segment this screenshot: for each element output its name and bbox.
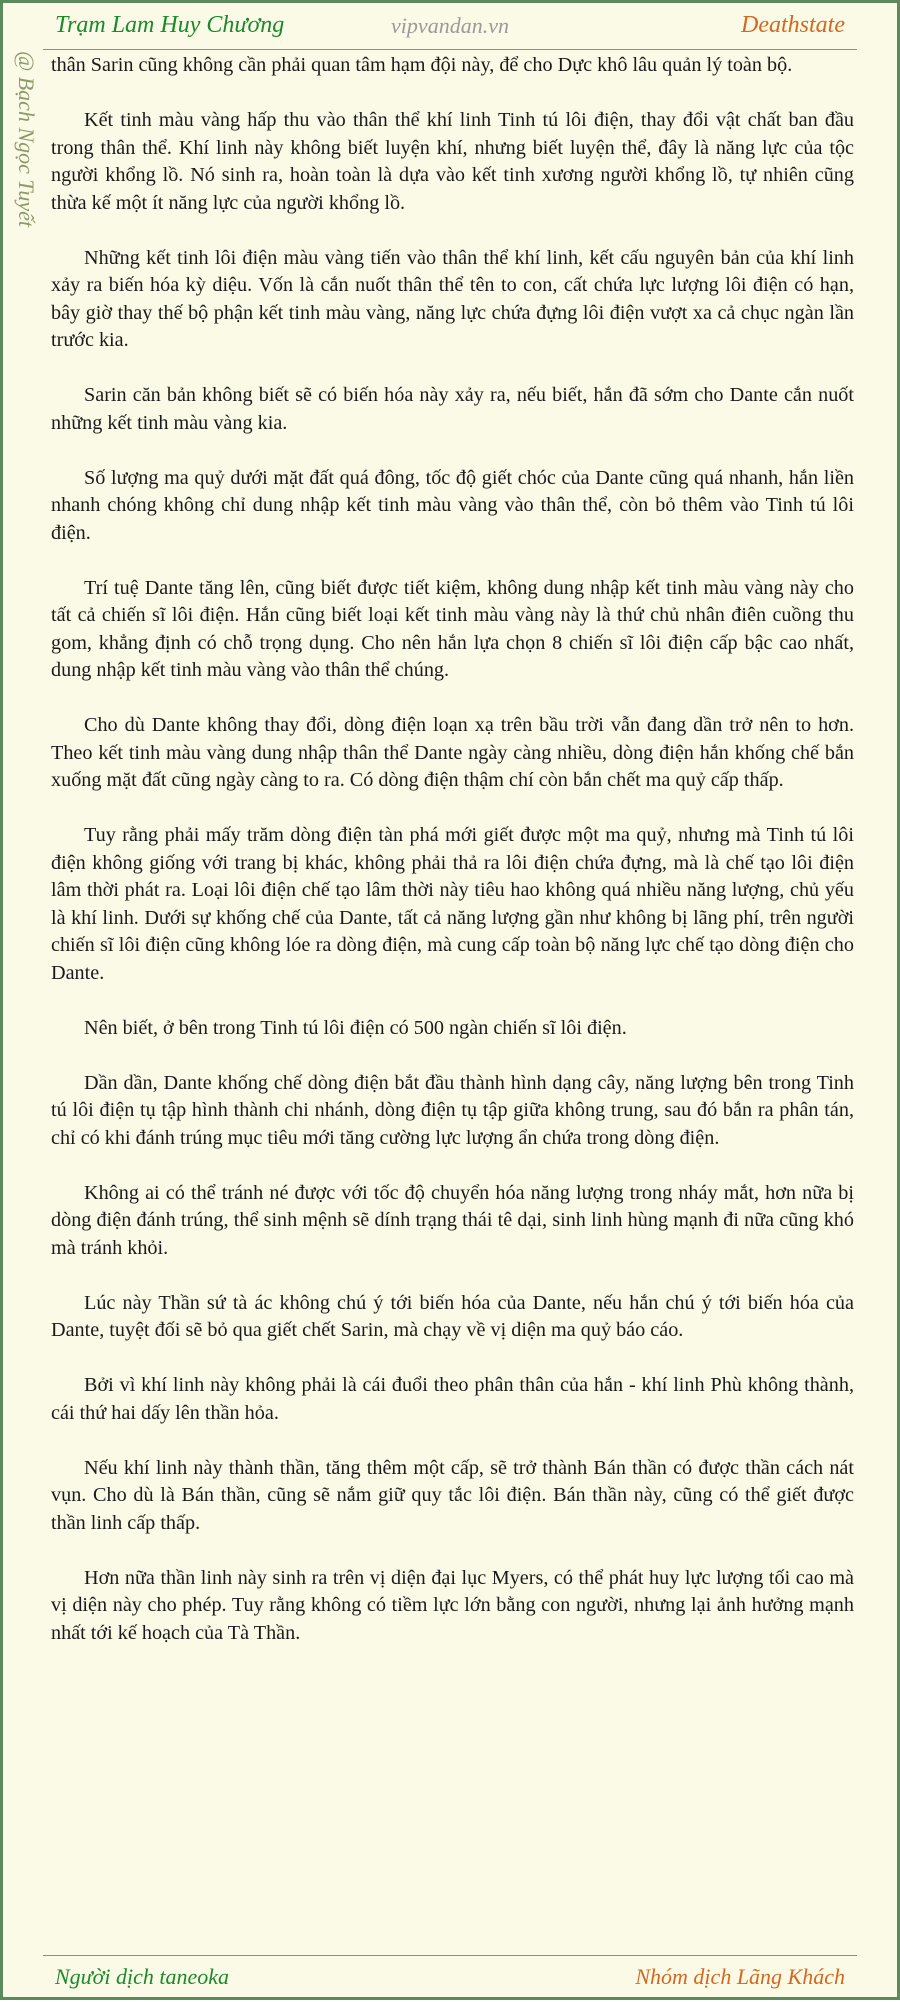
paragraph-3: Những kết tinh lôi điện màu vàng tiến vào thân thể khí linh, kết cấu nguyên bản của khí linh xảy ra biến hóa kỳ diệu. Vốn là cắn nuốt thân thể tên to con, cất chứa lực lượng lôi điện có hạn, bây giờ thay thế bộ phận kết tinh màu vàng, năng lực chứa đựng lôi điện vượt xa cả chục ngàn lần trước kia. <box>51 246 854 351</box>
header-website: vipvandan.vn <box>391 13 509 38</box>
paragraph-12: Lúc này Thần sứ tà ác không chú ý tới biến hóa của Dante, nếu hắn chú ý tới biến hóa của Dante, tuyệt đối sẽ bỏ qua giết chết Sarin, mà chạy về vị diện ma quỷ báo cáo. <box>51 1291 854 1341</box>
paragraph-2: Kết tinh màu vàng hấp thu vào thân thể khí linh Tinh tú lôi điện, thay đổi vật chất ban đầu trong thân thể. Khí linh này không biết luyện khí, nhưng biết luyện thể, đây là năng lực của tộc người khổng lồ. Nó sinh ra, hoàn toàn là dựa vào kết tinh xương người khổng lồ, tự nhiên cũng thừa kế một ít năng lực của người khổng lồ. <box>51 109 854 214</box>
footer-translator: Người dịch taneoka <box>55 1964 230 1989</box>
paragraph-4: Sarin căn bản không biết sẽ có biến hóa này xảy ra, nếu biết, hắn đã sớm cho Dante cắn nuốt những kết tinh màu vàng kia. <box>51 384 854 434</box>
paragraph-6: Trí tuệ Dante tăng lên, cũng biết được tiết kiệm, không dung nhập kết tinh màu vàng này cho tất cả chiến sĩ lôi điện. Hắn cũng biết loại kết tinh màu vàng này là thứ chủ nhân điên cuồng thu gom, khẳng định có chỗ trọng dụng. Cho nên hắn lựa chọn 8 chiến sĩ lôi điện cấp bậc cao nhất, dung nhập kết tinh màu vàng vào thân thể chúng. <box>51 576 854 681</box>
paragraph-14: Nếu khí linh này thành thần, tăng thêm một cấp, sẽ trở thành Bán thần có được thần cách nát vụn. Cho dù là Bán thần, cũng sẽ nắm giữ quy tắc lôi điện. Bán thần này, cũng có thể giết được thần linh cấp thấp. <box>51 1456 854 1534</box>
header-site-name: Trạm Lam Huy Chương <box>55 12 285 38</box>
paragraph-1: thân Sarin cũng không cần phải quan tâm hạm đội này, để cho Dực khô lâu quản lý toàn bộ. <box>51 54 793 76</box>
page-footer <box>43 1955 857 2002</box>
paragraph-13: Bởi vì khí linh này không phải là cái đuổi theo phân thân của hắn - khí linh Phù không thành, cái thứ hai dấy lên thần hỏa. <box>51 1374 854 1424</box>
chapter-body <box>51 52 854 1675</box>
header-book-title: Deathstate <box>741 12 845 38</box>
side-label: @ Bạch Ngọc Tuyết <box>14 51 39 228</box>
paragraph-15: Hơn nữa thần linh này sinh ra trên vị diện đại lục Myers, có thể phát huy lực lượng tối cao mà vị diện này cho phép. Tuy rằng không có tiềm lực lớn bằng con người, nhưng lại ảnh hưởng mạnh nhất tới kế hoạch của Tà Thần. <box>51 1566 854 1644</box>
paragraph-11: Không ai có thể tránh né được với tốc độ chuyển hóa năng lượng trong nháy mắt, hơn nữa bị dòng điện đánh trúng, thể sinh mệnh sẽ dính trạng thái tê dại, sinh linh hùng mạnh đi nữa cũng khó mà tránh khỏi. <box>51 1181 854 1259</box>
paragraph-9: Nên biết, ở bên trong Tinh tú lôi điện có 500 ngàn chiến sĩ lôi điện. <box>84 1016 627 1039</box>
paragraph-5: Số lượng ma quỷ dưới mặt đất quá đông, tốc độ giết chóc của Dante cũng quá nhanh, hắn liền nhanh chóng không chỉ dung nhập kết tinh màu vàng vào thân thể, còn bỏ thêm vào Tinh tú lôi điện. <box>51 466 854 544</box>
paragraph-7: Cho dù Dante không thay đổi, dòng điện loạn xạ trên bầu trời vẫn đang dần trở nên to hơn. Theo kết tinh màu vàng dung nhập thân thể Dante ngày càng nhiều, dòng điện hắn khống chế bắn xuống mặt đất cũng ngày càng to ra. Có dòng điện thậm chí còn bắn chết ma quỷ cấp thấp. <box>51 714 854 791</box>
page-header <box>43 3 857 50</box>
footer-group: Nhóm dịch Lãng Khách <box>635 1964 845 1989</box>
paragraph-8: Tuy rằng phải mấy trăm dòng điện tàn phá mới giết được một ma quỷ, nhưng mà Tinh tú lôi điện không giống với trang bị khác, không phải thả ra lôi điện chứa đựng, mà là chế tạo lôi điện lâm thời phát ra. Loại lôi điện chế tạo lâm thời này tiêu hao không quá nhiều năng lượng, chủ yếu là khí linh. Dưới sự khống chế của Dante, tất cả năng lượng gần như không bị lãng phí, trên người chiến sĩ lôi điện cũng không lóe ra dòng điện, mà cung cấp toàn bộ năng lực chế tạo dòng điện cho Dante. <box>51 824 854 984</box>
paragraph-10: Dần dần, Dante khống chế dòng điện bắt đầu thành hình dạng cây, năng lượng bên trong Tinh tú lôi điện tụ tập hình thành chi nhánh, dòng điện tụ tập giữa không trung, sau đó bắn ra phân tán, chỉ có khi đánh trúng mục tiêu mới tăng cường lực lượng ẩn chứa trong dòng điện. <box>51 1071 854 1149</box>
side-watermark <box>11 51 43 271</box>
